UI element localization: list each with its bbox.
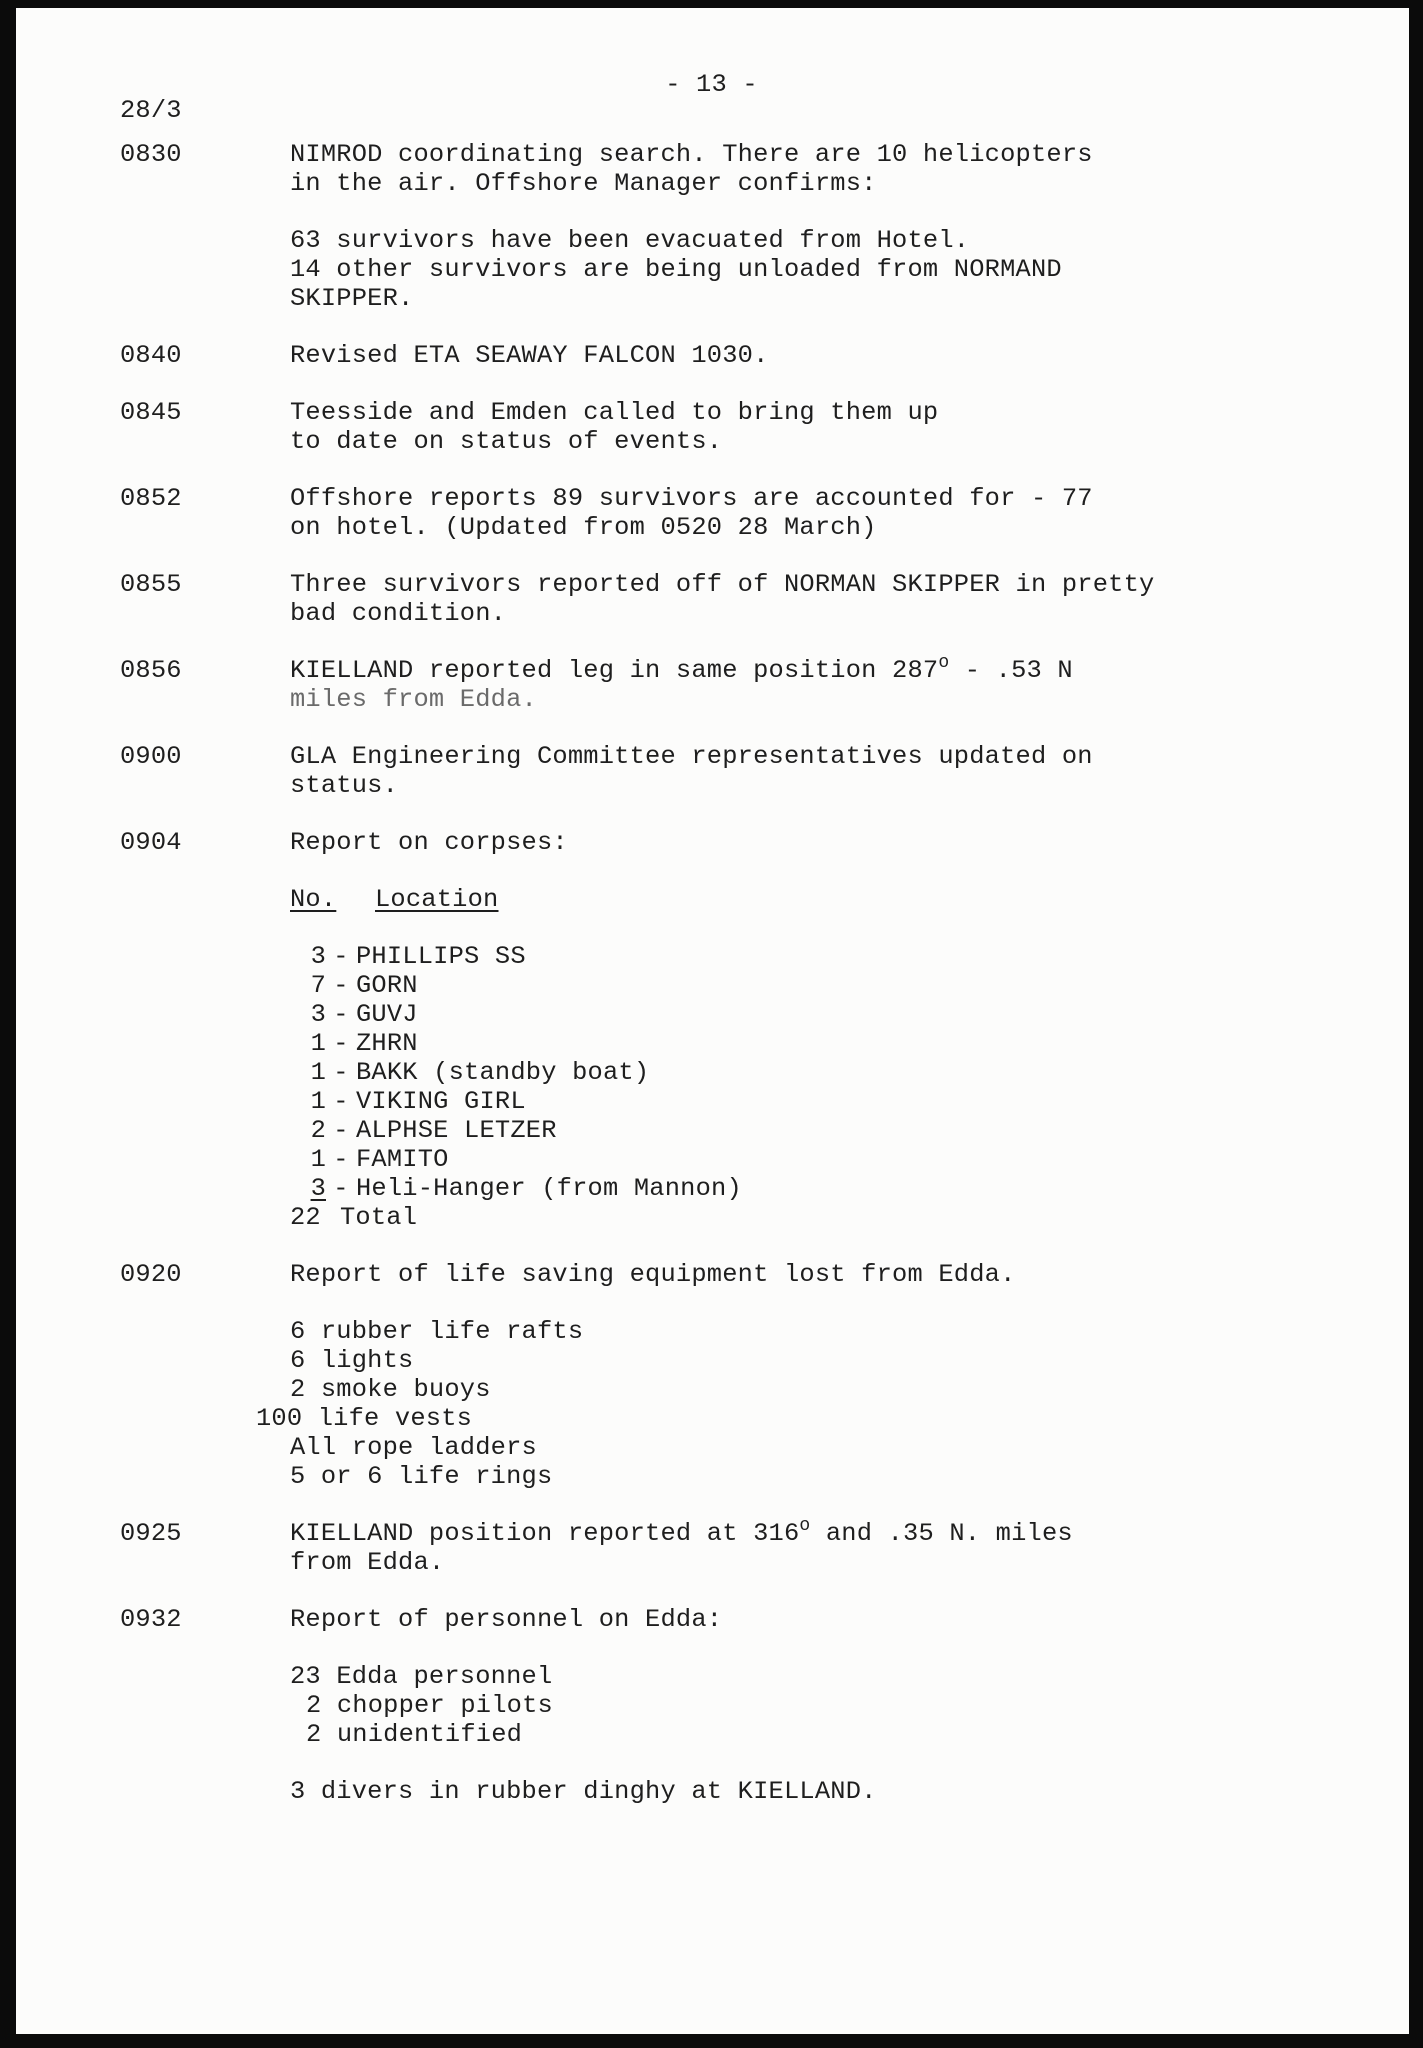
item-qty: 100 [256, 1404, 303, 1433]
entry-text-line: on hotel. (Updated from 0520 28 March) [290, 513, 877, 542]
corpse-location: ALPHSE LETZER [356, 1116, 557, 1145]
entry-time: 0855 [120, 570, 182, 599]
entry-text-line: 3 divers in rubber dinghy at KIELLAND. [290, 1777, 877, 1806]
item-name: chopper pilots [336, 1691, 553, 1720]
entry-time: 0925 [120, 1519, 182, 1548]
entry-text-line: in the air. Offshore Manager confirms: [290, 169, 877, 198]
table-row: 1 - ZHRN [290, 1029, 1310, 1058]
item-name: smoke buoys [320, 1375, 491, 1404]
column-header-location: Location [375, 885, 499, 914]
corpse-location: GUVJ [356, 1000, 418, 1029]
entry-time: 0856 [120, 656, 182, 685]
corpse-count: 1 [310, 1058, 326, 1087]
log-entry-0904 [120, 828, 1310, 1232]
equipment-list [256, 1317, 1310, 1491]
item-name: lights [320, 1346, 414, 1375]
table-row: 3 - PHILLIPS SS [290, 942, 1310, 971]
item-qty: 2 [306, 1720, 322, 1749]
entry-body [290, 570, 1310, 628]
entry-body [290, 653, 1310, 714]
degree-mark: o [938, 653, 950, 673]
item-name: Edda personnel [336, 1662, 553, 1691]
item-name: All rope ladders [290, 1433, 537, 1462]
list-item [290, 1346, 1310, 1375]
entry-text-line: Offshore reports 89 survivors are accounted for - 77 [290, 484, 1093, 513]
log-entry-0920 [120, 1260, 1310, 1491]
entry-text-line: Three survivors reported off of NORMAN SKIPPER in pretty [290, 570, 1155, 599]
table-row: 3 - GUVJ [290, 1000, 1310, 1029]
entry-time: 0840 [120, 341, 182, 370]
entry-body [290, 398, 1310, 456]
item-name: unidentified [336, 1720, 523, 1749]
entry-time: 0932 [120, 1605, 182, 1634]
list-item [290, 1691, 1310, 1720]
list-item [290, 1462, 1310, 1491]
entry-text-part: and .35 N. miles [810, 1519, 1073, 1548]
entry-time: 0904 [120, 828, 182, 857]
entry-text-line: miles from Edda. [290, 685, 537, 714]
entry-body [290, 742, 1310, 800]
personnel-list [290, 1662, 1310, 1749]
log-entry-0830 [120, 140, 1310, 313]
corpse-count: 3 [310, 1000, 326, 1029]
entry-text-line: SKIPPER. [290, 284, 414, 313]
log-entry-0900 [120, 742, 1310, 800]
entry-text-line: from Edda. [290, 1548, 445, 1577]
entry-text-line [290, 1516, 1310, 1548]
entry-time: 0845 [120, 398, 182, 427]
entry-body [290, 828, 1310, 1232]
log-entry-0845 [120, 398, 1310, 456]
log-entries [120, 140, 1310, 1834]
entry-text-line: NIMROD coordinating search. There are 10 helicopters [290, 140, 1093, 169]
item-qty: 6 [290, 1317, 306, 1346]
item-qty: 2 [290, 1375, 306, 1404]
list-item [290, 1720, 1310, 1749]
corpse-count: 3 [310, 942, 326, 971]
item-name: rubber life rafts [320, 1317, 584, 1346]
table-row: 2 - ALPHSE LETZER [290, 1116, 1310, 1145]
entry-text-line: 14 other survivors are being unloaded from NORMAND [290, 255, 1062, 284]
log-entry-0856 [120, 653, 1310, 714]
entry-time: 0830 [120, 140, 182, 169]
degree-mark: o [799, 1516, 811, 1536]
entry-text-line: status. [290, 771, 399, 800]
corpse-count: 1 [310, 1087, 326, 1116]
log-date: 28/3 [120, 96, 182, 125]
column-header-no: No. [290, 885, 337, 914]
entry-text-line: GLA Engineering Committee representatives updated on [290, 742, 1093, 771]
entry-body [290, 140, 1310, 313]
log-entry-0840 [120, 341, 1310, 370]
corpse-location: FAMITO [356, 1145, 449, 1174]
entry-body [290, 1605, 1310, 1806]
entry-time: 0852 [120, 484, 182, 513]
corpse-location: PHILLIPS SS [356, 942, 526, 971]
entry-body [290, 1516, 1310, 1577]
entry-body [256, 1260, 1310, 1491]
item-qty: 2 [306, 1691, 322, 1720]
corpse-count: 2 [310, 1116, 326, 1145]
entry-text-part: KIELLAND reported leg in same position 287 [290, 656, 939, 685]
item-qty: 23 [290, 1662, 321, 1691]
corpse-table-header [290, 885, 1310, 914]
entry-body [290, 341, 1310, 370]
entry-text-line [290, 653, 1310, 685]
corpse-count: 7 [310, 971, 326, 1000]
table-row: 7 - GORN [290, 971, 1310, 1000]
log-entry-0852 [120, 484, 1310, 542]
entry-body [290, 484, 1310, 542]
entry-time: 0920 [120, 1260, 182, 1289]
log-entry-0855 [120, 570, 1310, 628]
total-count: 22 [290, 1203, 321, 1232]
corpse-location: ZHRN [356, 1029, 418, 1058]
item-qty: 6 [290, 1346, 306, 1375]
corpse-location: BAKK (standby boat) [356, 1058, 650, 1087]
entry-text-line: 63 survivors have been evacuated from Hotel. [290, 226, 970, 255]
corpse-location: Heli-Hanger (from Mannon) [356, 1174, 742, 1203]
entry-text-line: Teesside and Emden called to bring them up [290, 398, 939, 427]
entry-heading: Report on corpses: [290, 828, 568, 857]
list-item [290, 1433, 1310, 1462]
entry-text-part: - .53 N [949, 656, 1073, 685]
entry-text-part: KIELLAND position reported at 316 [290, 1519, 800, 1548]
page-number: - 13 - [665, 70, 758, 99]
corpse-count: 1 [310, 1145, 326, 1174]
table-row: 1 - FAMITO [290, 1145, 1310, 1174]
list-item [256, 1404, 1310, 1433]
table-row: 1 - VIKING GIRL [290, 1087, 1310, 1116]
table-row: 3 - Heli-Hanger (from Mannon) [290, 1174, 1310, 1203]
log-entry-0925 [120, 1516, 1310, 1577]
entry-heading: Report of personnel on Edda: [290, 1605, 723, 1634]
list-item [290, 1317, 1310, 1346]
list-item [290, 1375, 1310, 1404]
entry-text-line: Revised ETA SEAWAY FALCON 1030. [290, 341, 769, 370]
corpse-table [290, 942, 1310, 1232]
corpse-count: 3 [310, 1174, 326, 1203]
total-row [290, 1203, 1310, 1232]
entry-heading: Report of life saving equipment lost from Edda. [290, 1260, 1016, 1289]
total-label: Total [340, 1203, 418, 1232]
corpse-location: VIKING GIRL [356, 1087, 526, 1116]
list-item [290, 1662, 1310, 1691]
corpse-count: 1 [310, 1029, 326, 1058]
item-name: 5 or 6 life rings [290, 1462, 553, 1491]
item-name: life vests [317, 1404, 473, 1433]
log-entry-0932 [120, 1605, 1310, 1806]
corpse-location: GORN [356, 971, 418, 1000]
table-row: 1 - BAKK (standby boat) [290, 1058, 1310, 1087]
entry-text-line: to date on status of events. [290, 427, 723, 456]
entry-time: 0900 [120, 742, 182, 771]
entry-text-line: bad condition. [290, 599, 507, 628]
